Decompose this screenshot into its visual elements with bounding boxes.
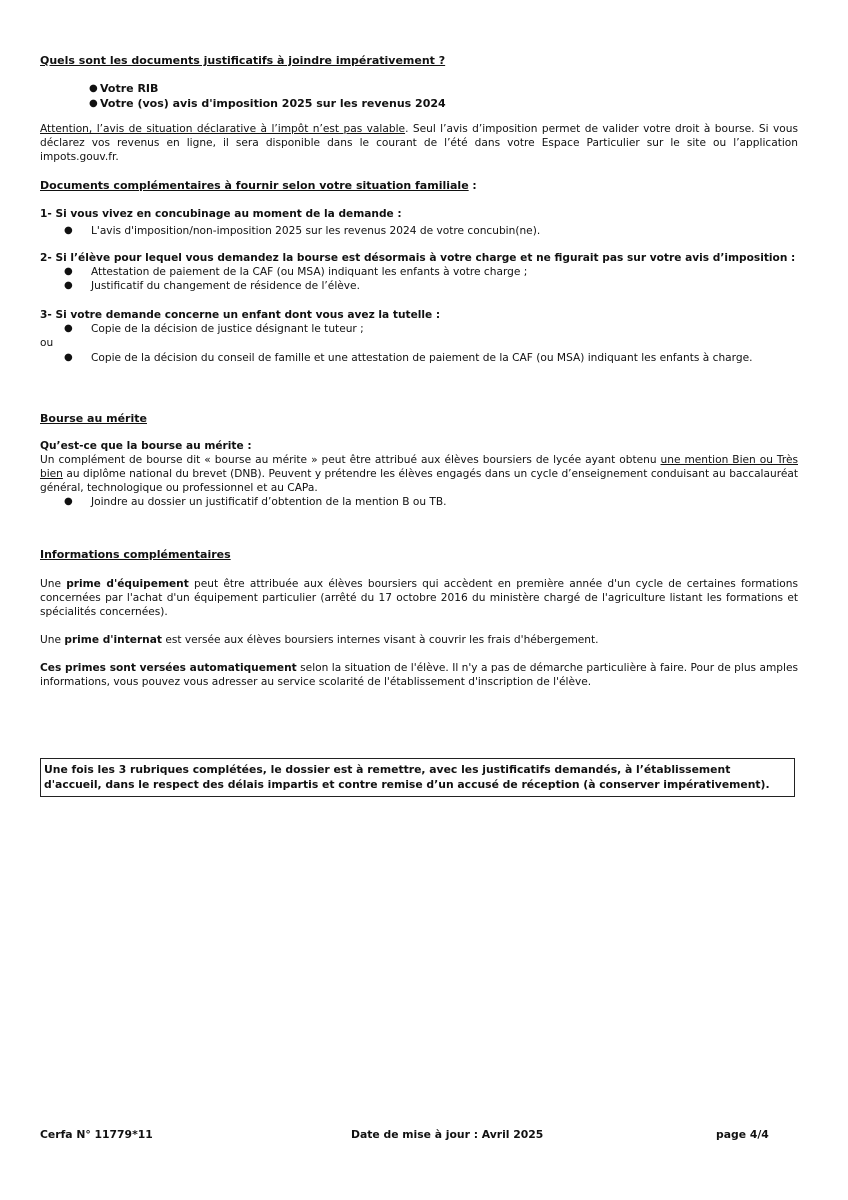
- merit-list: [40, 495, 798, 509]
- or-label: ou: [40, 337, 54, 349]
- required-documents-heading: Quels sont les documents justificatifs à joindre impérativement ?: [40, 54, 446, 67]
- equipment-paragraph: Une prime d'équipement peut être attribuée aux élèves boursiers qui accèdent en première année d'un cycle de certaines formations concernées par l'achat d'un équipement particulier (arrêté du 17 octobre 2016 du ministère chargé de l'agriculture listant les formations et spécialités concernées).: [40, 578, 798, 618]
- list-item: ● L'avis d'imposition/non-imposition 2025 sur les revenus 2024 de votre concubin(ne).: [64, 225, 541, 237]
- attention-paragraph: Attention, l’avis de situation déclarative à l’impôt n’est pas valable. Seul l’avis d’imposition permet de valider votre droit à bourse. Si vous déclarez vos revenus en ligne, il sera disponible dans le courant de l’été dans votre Espace Particulier sur le site ou l’application impots.gouv.fr.: [40, 123, 798, 163]
- footer-cerfa: Cerfa N° 11779*11: [40, 1128, 153, 1141]
- bullet-icon: ●: [89, 98, 98, 109]
- submission-notice-box: Une fois les 3 rubriques complétées, le dossier est à remettre, avec les justificatifs demandés, à l’établissement d'accueil, dans le respect des délais impartis et contre remise d’un accusé de réception (à conserver impérativement).: [40, 758, 795, 797]
- additional-info-section: [40, 548, 798, 689]
- bullet-icon: ●: [89, 83, 98, 94]
- footer-page: page 4/4: [716, 1128, 769, 1141]
- list-item: ● Votre RIB: [89, 82, 159, 95]
- list-item: ● Copie de la décision de justice désignant le tuteur ;: [64, 323, 364, 335]
- case-3-title: 3- Si votre demande concerne un enfant dont vous avez la tutelle :: [40, 309, 441, 321]
- list-item: ● Attestation de paiement de la CAF (ou MSA) indiquant les enfants à votre charge ;: [64, 266, 528, 278]
- bullet-icon: ●: [64, 280, 73, 291]
- required-documents-list: [40, 81, 798, 111]
- bullet-icon: ●: [64, 496, 73, 507]
- case-3-list: [40, 322, 798, 336]
- bullet-icon: ●: [64, 352, 73, 363]
- list-item: ● Justificatif du changement de résidence de l’élève.: [64, 280, 360, 292]
- list-item: ● Joindre au dossier un justificatif d’obtention de la mention B ou TB.: [64, 496, 447, 508]
- list-item: ● Votre (vos) avis d'imposition 2025 sur les revenus 2024: [89, 97, 446, 110]
- additional-info-heading: Informations complémentaires: [40, 548, 231, 561]
- merit-question: Qu’est-ce que la bourse au mérite :: [40, 440, 252, 452]
- required-documents-section: [40, 54, 798, 164]
- case-1-title: 1- Si vous vivez en concubinage au moment de la demande :: [40, 208, 402, 220]
- case-2-title: 2- Si l’élève pour lequel vous demandez la bourse est désormais à votre charge et ne figurait pas sur votre avis d’imposition :: [40, 252, 796, 264]
- bullet-icon: ●: [64, 266, 73, 277]
- bullet-icon: ●: [64, 225, 73, 236]
- merit-paragraph: Un complément de bourse dit « bourse au mérite » peut être attribué aux élèves boursiers de lycée ayant obtenu une mention Bien ou Très bien au diplôme national du brevet (DNB). Peuvent y prétendre les élèves engagés dans un cycle d’enseignement conduisant au baccalauréat général, technologique ou professionnel et au CAPa.: [40, 454, 798, 494]
- automatic-primes-paragraph: Ces primes sont versées automatiquement selon la situation de l'élève. Il n'y a pas de démarche particulière à faire. Pour de plus amples informations, vous pouvez vous adresser au service scolarité de l'établissement d'inscription de l'élève.: [40, 662, 799, 688]
- merit-section: [40, 412, 798, 509]
- footer-date: Date de mise à jour : Avril 2025: [351, 1128, 544, 1141]
- case-1-list: [40, 224, 798, 238]
- complementary-documents-section: Documents complémentaires à fournir selon votre situation familiale : 1- Si vous vivez en concubinage au moment de la demande : ● L'avis d'imposition/non-imposition 2025 sur les revenus 2024 de votre concubin(ne). 2- Si l’élève pour lequel vous demandez la bourse est désormais à votre charge et ne figurait pas sur votre avis d’imposition : ● Attestation de paiement de la CAF (ou MSA) indiquant les enfants à votre charge ; ● Justificatif du changement de résidence de l’élève. 3- Si votre demande concerne un enfant dont vous avez la tutelle : ● Copie de la décision de justice désignant le tuteur ; ou ● Copie de la décision du conseil de famille et une attestation de paiement de la CAF (ou MSA) indiquant les enfants à charge.: [40, 179, 798, 365]
- complementary-documents-heading: Documents complémentaires à fournir selon votre situation familiale: [40, 179, 469, 192]
- case-3-list-alt: [40, 351, 798, 365]
- merit-heading: Bourse au mérite: [40, 412, 147, 425]
- list-item: ● Copie de la décision du conseil de famille et une attestation de paiement de la CAF (ou MSA) indiquant les enfants à charge.: [64, 352, 753, 364]
- bullet-icon: ●: [64, 323, 73, 334]
- case-2-list: [40, 265, 798, 293]
- boarding-paragraph: Une prime d'internat est versée aux élèves boursiers internes visant à couvrir les frais d'hébergement.: [40, 634, 599, 646]
